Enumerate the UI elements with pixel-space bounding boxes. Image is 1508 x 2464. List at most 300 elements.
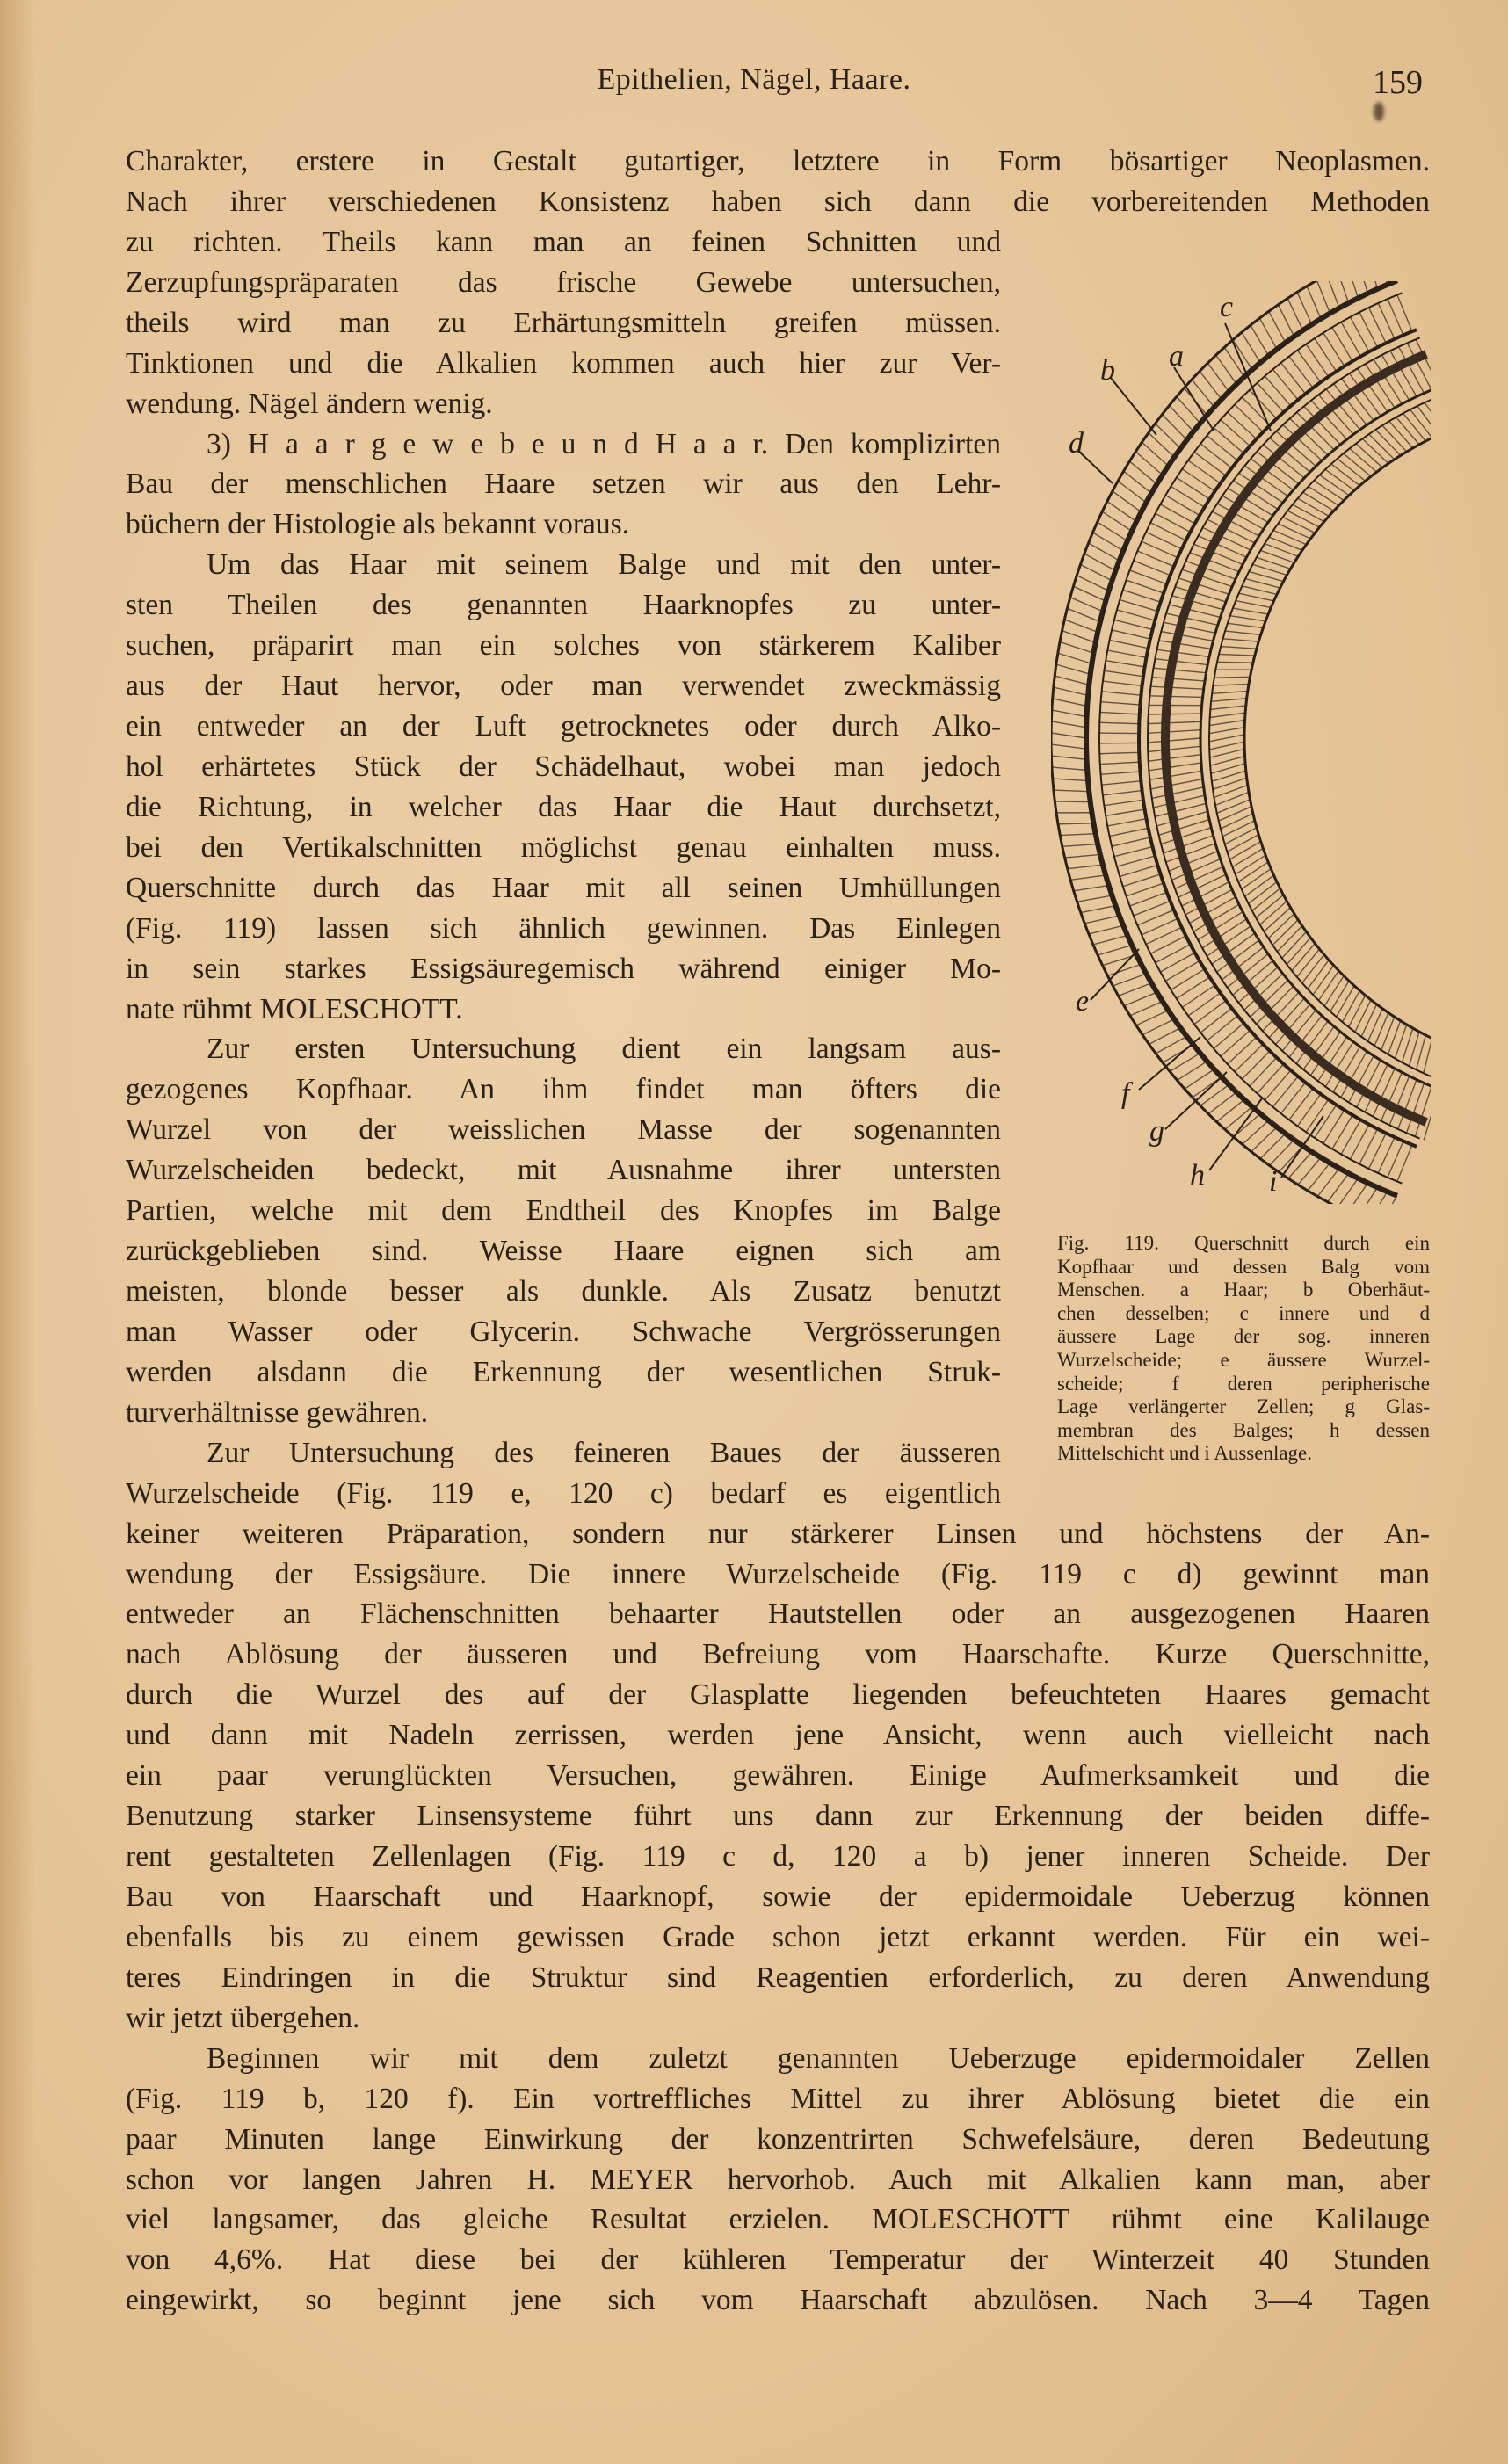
hatch-line	[1221, 1030, 1251, 1056]
text-line-content: Tinktionen und die Alkalien kommen auch hier zur Ver-	[126, 346, 1001, 380]
caption-line: scheide; f deren peripherische	[1057, 1372, 1430, 1395]
hatch-line	[1102, 781, 1142, 785]
hatch-line	[1077, 576, 1108, 591]
hatch-line	[1356, 444, 1382, 467]
text-line-content: (Fig. 119) lassen sich ähnlich gewinnen. Das Einlegen	[126, 911, 1001, 945]
text-line-content: (Fig. 119 b, 120 f). Ein vortreffliches Mittel zu ihrer Ablösung bietet die ein	[126, 2082, 1430, 2115]
hatch-line	[1415, 1086, 1432, 1136]
text-line-content: werden alsdann die Erkennung der wesentlichen Struk-	[126, 1355, 1001, 1388]
hatch-line	[1051, 744, 1086, 749]
hatch-line	[1098, 946, 1132, 955]
hatch-line	[1053, 699, 1087, 707]
hatch-line	[1051, 733, 1086, 738]
hatch-line	[1219, 654, 1255, 656]
text-line	[126, 1069, 1001, 1110]
hatch-line	[1106, 809, 1144, 815]
hatch-line	[1252, 888, 1280, 910]
text-line-content: man Wasser oder Glycerin. Schwache Vergrösserungen	[126, 1315, 1001, 1348]
hatch-line	[1159, 641, 1211, 649]
hatch-line	[1359, 1187, 1378, 1204]
hatch-line	[1331, 464, 1359, 486]
text-line	[126, 2160, 1430, 2200]
hatch-line	[1177, 977, 1210, 998]
hatch-line	[1207, 363, 1229, 391]
text-line-content: Benutzung starker Linsensysteme führt uns dann zur Erkennung der beiden diffe-	[126, 1800, 1430, 1833]
text-line	[126, 2240, 1430, 2280]
text-line-content: durch die Wurzel des auf der Glasplatte liegenden befeuchteten Haares gemacht	[126, 1678, 1430, 1712]
hatch-line	[1130, 1002, 1163, 1016]
hatch-line	[1182, 985, 1214, 1007]
hatch-line	[1148, 738, 1200, 743]
hatch-line	[1297, 351, 1320, 382]
hatch-line	[1062, 631, 1096, 643]
hatch-line	[1293, 504, 1324, 521]
hatch-line	[1236, 855, 1265, 874]
text-line-content: Partien, welche mit dem Endtheil des Knopfes im Balge	[126, 1194, 1001, 1228]
text-line-content: Bau von Haarschaft und Haarknopf, sowie der epidermoidale Ueberzug können	[126, 1880, 1430, 1913]
hatch-line	[1320, 475, 1350, 495]
hatch-line	[1242, 397, 1270, 425]
text-line-content: Zur Untersuchung des feineren Baues der äusseren	[207, 1436, 1001, 1469]
text-line-content: Zerzupfungspräparaten das frische Gewebe untersuchen,	[126, 265, 1001, 299]
hatch-line	[1152, 678, 1205, 681]
text-line	[126, 2039, 1430, 2079]
hatch-line	[1315, 338, 1337, 372]
hatch-line	[1257, 1064, 1283, 1093]
hatch-line	[1229, 842, 1260, 859]
text-line	[126, 1796, 1430, 1837]
hatch-line	[1236, 601, 1271, 608]
hatch-line	[1156, 513, 1191, 532]
text-line-content: Um das Haar mit seinem Balge und mit den unter-	[207, 548, 1001, 582]
hatch-line	[1292, 944, 1315, 971]
hatch-line	[1382, 425, 1407, 452]
hatch-line	[1162, 415, 1186, 440]
text-line	[126, 1958, 1430, 1998]
hatch-line	[1347, 281, 1359, 298]
hatch-line	[1242, 869, 1271, 889]
hatch-line	[1308, 960, 1329, 989]
hatch-line	[1268, 914, 1294, 938]
hatch-line	[1166, 844, 1215, 862]
hatch-line	[1289, 357, 1313, 388]
hatch-line	[1060, 834, 1095, 836]
hatch-line	[1324, 976, 1344, 1006]
hatch-line	[1209, 742, 1244, 750]
hatch-line	[1149, 771, 1201, 779]
hatch-line	[1110, 828, 1149, 836]
text-line-content: wendung der Essigsäure. Die innere Wurzelscheide (Fig. 119 c d) gewinnt man	[126, 1557, 1430, 1591]
hatch-line	[1350, 317, 1368, 352]
hatch-line	[1149, 432, 1174, 457]
hatch-line	[1165, 961, 1200, 982]
hatch-line	[1403, 413, 1426, 441]
hatch-line	[1175, 866, 1223, 888]
follicle-ring	[1148, 337, 1420, 1138]
hatch-line	[1306, 1099, 1329, 1132]
hatch-line	[1120, 865, 1157, 876]
hatch-line	[1264, 908, 1290, 931]
hatch-line	[1055, 676, 1089, 685]
text-line	[126, 626, 1001, 666]
hatch-line	[1417, 406, 1438, 435]
hatch-line	[1150, 779, 1202, 789]
figure-label-g: g	[1149, 1115, 1164, 1148]
hatch-line	[1093, 935, 1127, 945]
hatch-line	[1298, 1157, 1321, 1185]
hatch-line	[1142, 442, 1168, 466]
text-line	[126, 2199, 1430, 2240]
hatch-line	[1350, 1125, 1368, 1160]
hatch-line	[1337, 986, 1355, 1017]
hatch-line	[1211, 699, 1247, 702]
hatch-line	[1216, 1099, 1244, 1121]
hatch-line	[1313, 966, 1334, 995]
caption-line: äussere Lage der sog. inneren	[1057, 1325, 1430, 1348]
hatch-line	[1287, 511, 1319, 527]
hatch-line	[1107, 964, 1141, 975]
text-line	[126, 1594, 1430, 1634]
hatch-line	[1210, 706, 1246, 709]
hatch-line	[1107, 650, 1146, 657]
hatch-line	[1077, 895, 1113, 902]
text-line-content: die Richtung, in welcher das Haar die Haut durchsetzt,	[126, 790, 1001, 823]
hatch-line	[1217, 662, 1253, 663]
text-line	[126, 1877, 1430, 1917]
text-line	[126, 303, 1001, 344]
hatch-line	[1194, 452, 1226, 475]
text-line-content: Zur ersten Untersuchung dient ein langsam aus-	[207, 1033, 1001, 1066]
hatch-line	[1194, 1001, 1226, 1025]
text-line-content: paar Minuten lange Einwirkung der konzentrirten Schwefelsäure, deren Bedeutung	[126, 2122, 1430, 2156]
hatch-line	[1142, 1019, 1174, 1035]
figure-label-b: b	[1100, 354, 1115, 387]
text-line-content: Nach ihrer verschiedenen Konsistenz haben sich dann die vorbereitenden Methoden	[126, 185, 1430, 218]
hatch-line	[1238, 862, 1268, 882]
hatch-line	[1053, 779, 1088, 781]
text-line-content: sten Theilen des genannten Haarknopfes zu unter-	[126, 589, 1001, 622]
text-line	[126, 1433, 1001, 1474]
hatch-line	[1214, 677, 1251, 678]
hatch-line	[1407, 1083, 1425, 1134]
hatch-line	[1219, 807, 1251, 821]
hatch-line	[1407, 343, 1432, 389]
text-line	[126, 1352, 1001, 1393]
hatch-line	[1359, 1129, 1378, 1164]
hatch-line	[1314, 481, 1344, 501]
hatch-line	[1110, 640, 1149, 648]
hatch-line	[1120, 600, 1157, 612]
text-line	[126, 1917, 1430, 1958]
text-line	[126, 1029, 1001, 1069]
text-line	[126, 545, 1001, 585]
text-line-content: aus der Haut hervor, oder man verwendet zweckmässig	[126, 670, 1001, 703]
hatch-line	[1104, 800, 1143, 805]
hatch-line	[1149, 763, 1201, 771]
text-line	[126, 949, 1001, 989]
hatch-line	[1171, 487, 1204, 508]
hatch-line	[1103, 791, 1142, 795]
hatch-line	[1156, 424, 1181, 448]
hatch-line	[1068, 865, 1103, 868]
hatch-line	[1151, 686, 1204, 689]
hatch-line	[1124, 471, 1152, 493]
hatch-line	[1052, 710, 1087, 717]
hatch-line	[1330, 981, 1349, 1011]
hatch-line	[1215, 793, 1249, 806]
hatch-line	[1225, 828, 1257, 844]
hatch-line	[1210, 757, 1244, 766]
hatch-line	[1150, 936, 1185, 953]
hatch-line	[1332, 1115, 1352, 1149]
hatch-line	[1107, 819, 1146, 826]
hatch-line	[1070, 598, 1103, 612]
caption-line: chen desselben; c innere und d	[1057, 1301, 1430, 1324]
text-line-content: entweder an Flächenschnitten behaarter Hautstellen oder an ausgezogenen Haaren	[126, 1598, 1430, 1631]
hatch-line	[1149, 1028, 1180, 1045]
text-line	[126, 1756, 1430, 1796]
hatch-line	[1368, 308, 1386, 343]
hatch-line	[1297, 1094, 1320, 1126]
hatch-line	[1169, 852, 1218, 872]
text-line-content: wendung. Nägel ändern wenig.	[126, 387, 493, 420]
figure-119-hair-cross-section	[1051, 281, 1438, 1204]
hatch-line	[1355, 1000, 1371, 1033]
hatch-line	[1165, 496, 1200, 516]
hatch-line	[1210, 713, 1245, 717]
hatch-line	[1171, 969, 1204, 990]
text-line	[126, 2280, 1430, 2321]
hatch-line	[1368, 1009, 1383, 1041]
hatch-line	[1084, 916, 1119, 924]
text-line	[126, 787, 1001, 828]
hatch-line	[1281, 363, 1306, 394]
hatch-line	[1100, 712, 1140, 714]
text-line-content: Beginnen wir mit dem zuletzt genannten Ueberzuge epidermoidaler Zellen	[207, 2041, 1430, 2075]
hatch-line	[1297, 292, 1312, 324]
figure-label-c: c	[1220, 291, 1234, 323]
hatch-line	[1272, 920, 1298, 946]
text-line	[126, 1150, 1001, 1191]
hatch-line	[1282, 931, 1307, 958]
text-line	[126, 182, 1430, 222]
hatch-line	[1127, 883, 1164, 896]
text-line	[126, 868, 1001, 909]
hatch-line	[1150, 523, 1185, 540]
hatch-line	[1207, 1016, 1238, 1040]
text-line	[126, 1837, 1430, 1877]
hatch-line	[1272, 1076, 1298, 1107]
hatch-line	[1214, 428, 1243, 453]
hatch-line	[1232, 848, 1263, 866]
text-line	[126, 504, 1001, 545]
hatch-line	[1221, 420, 1251, 446]
text-line-content: nach Ablösung der äusseren und Befreiung vom Haarschafte. Kurze Querschnitte,	[126, 1638, 1430, 1671]
hatch-line	[1106, 661, 1144, 667]
figure-label-h: h	[1190, 1159, 1205, 1192]
hatch-line	[1375, 430, 1400, 455]
hatch-line	[1410, 409, 1432, 438]
hatch-line	[1127, 580, 1164, 593]
text-line-content: wir jetzt übergehen.	[126, 2001, 360, 2034]
hatch-line	[1130, 570, 1167, 584]
hatch-line	[1349, 996, 1366, 1027]
hatch-line	[1341, 322, 1360, 357]
hatch-line	[1277, 926, 1301, 952]
hatch-line	[1200, 1008, 1231, 1033]
hatch-line	[1217, 800, 1251, 814]
hatch-line	[1058, 823, 1093, 824]
text-line	[126, 1231, 1001, 1272]
text-line	[126, 909, 1001, 949]
text-line-content: keiner weiteren Präparation, sondern nur stärkerer Linsen und höchstens der An-	[126, 1517, 1430, 1550]
text-line	[126, 1312, 1001, 1352]
hatch-line	[1200, 371, 1222, 399]
hatch-line	[1160, 953, 1194, 972]
hatch-line	[1223, 639, 1259, 641]
hatch-line	[1065, 854, 1100, 858]
text-line-content: ebenfalls bis zu einem gewissen Grade schon jetzt erkannt werden. Für ein wei-	[126, 1920, 1430, 1953]
text-line	[126, 1554, 1430, 1595]
hatch-line	[1100, 762, 1140, 764]
text-line-content: 3) H a a r g e w e b e u n d H a a r. Den komplizirten	[207, 427, 1001, 460]
hatch-line	[1209, 735, 1244, 742]
figure-label-f: f	[1121, 1077, 1130, 1110]
hatch-line	[1227, 835, 1258, 852]
text-line-content: von 4,6%. Hat diese bei der kühleren Temperatur der Winterzeit 40 Stunden	[126, 2243, 1430, 2277]
hatch-line	[1381, 1017, 1395, 1050]
follicle-ring	[1051, 281, 1384, 1204]
text-line	[126, 1675, 1430, 1715]
hatch-line	[1228, 623, 1263, 627]
follicle-ring	[1165, 354, 1426, 1122]
hatch-line	[1424, 1090, 1438, 1141]
hatch-line	[1080, 564, 1112, 580]
hatch-line	[1369, 434, 1395, 460]
text-line-content: meisten, blonde besser als dunkle. Als Zusatz benutzt	[126, 1275, 1001, 1308]
hatch-line	[1177, 478, 1210, 499]
hatch-line	[1338, 1178, 1358, 1204]
page-number: 159	[1373, 64, 1423, 101]
hair-follicle-rings	[1051, 281, 1438, 1204]
hatch-line	[1368, 1134, 1386, 1169]
hatch-line	[1323, 1110, 1345, 1143]
hatch-line	[1307, 286, 1321, 319]
hatch-line	[1164, 836, 1214, 853]
text-line	[126, 344, 1001, 384]
hatch-line	[1319, 971, 1339, 1001]
hatch-line	[1074, 886, 1109, 891]
hatch-line	[1112, 837, 1150, 846]
text-line-content: zurückgeblieben sind. Weisse Haare eignen sich am	[126, 1235, 1001, 1268]
hatch-line	[1182, 569, 1232, 587]
hatch-line	[1315, 1105, 1337, 1138]
hatch-line	[1129, 461, 1156, 484]
hatch-line	[1338, 459, 1366, 481]
text-line	[126, 263, 1001, 303]
figure-caption	[1057, 1232, 1430, 1466]
text-line-content: gezogenes Kopfhaar. An ihm findet man öfters die	[126, 1073, 1001, 1106]
hatch-line	[1117, 856, 1155, 866]
hatch-line	[1099, 752, 1139, 753]
hatch-line	[1337, 281, 1348, 303]
hatch-line	[1101, 702, 1141, 705]
hatch-line	[1228, 1037, 1257, 1064]
hatch-line	[1130, 892, 1167, 906]
hatch-line	[1323, 333, 1345, 366]
hatch-line	[1432, 399, 1438, 429]
text-line	[126, 1998, 1430, 2039]
hatch-line	[1188, 460, 1221, 483]
hatch-line	[1136, 1011, 1169, 1025]
hatch-line	[1209, 728, 1244, 734]
figure-label-a: a	[1169, 340, 1184, 373]
hatch-line	[1273, 530, 1306, 544]
hatch-line	[1148, 730, 1200, 734]
text-line	[126, 1393, 1001, 1433]
text-line-content: büchern der Histologie als bekannt voraus.	[126, 508, 630, 541]
hatch-line	[1123, 590, 1161, 602]
hatch-line	[1361, 1004, 1376, 1037]
hatch-line	[1303, 492, 1334, 511]
hatch-line	[1260, 902, 1287, 925]
hatch-line	[1156, 649, 1209, 656]
text-line	[126, 989, 1001, 1030]
hatch-line	[1317, 1168, 1339, 1196]
hatch-line	[1177, 396, 1200, 423]
hatch-line	[1148, 746, 1200, 751]
text-line	[126, 384, 1001, 424]
caption-line: Menschen. a Haar; b Oberhäut-	[1057, 1279, 1430, 1301]
hatch-line	[1242, 1051, 1270, 1079]
figure-label-i: i	[1269, 1165, 1278, 1198]
hatch-line	[1222, 821, 1255, 837]
hatch-line	[1156, 945, 1191, 963]
hatch-line	[1102, 692, 1142, 695]
figure-label-d: d	[1069, 427, 1084, 460]
text-line	[126, 585, 1001, 626]
text-line	[126, 222, 1001, 263]
hatch-line	[1306, 344, 1329, 377]
hatch-line	[1164, 622, 1215, 633]
hatch-line	[1081, 906, 1116, 913]
hatch-line	[1060, 641, 1093, 653]
hatch-line	[1242, 586, 1277, 595]
hatch-line	[1182, 469, 1214, 491]
hatch-line	[1288, 1152, 1312, 1178]
hatch-line	[1260, 1134, 1286, 1159]
hatch-line	[1149, 696, 1202, 698]
text-line-content: schon vor langen Jahren H. MEYER hervorhob. Auch mit Alkalien kann man, aber	[126, 2163, 1430, 2196]
hatch-line	[1221, 814, 1253, 829]
hatch-line	[1216, 355, 1236, 384]
hatch-line	[1212, 692, 1248, 694]
hatch-line	[1103, 681, 1142, 685]
hatch-line	[1250, 1058, 1277, 1087]
hatch-line	[1359, 312, 1378, 347]
hatch-line	[1185, 561, 1235, 579]
caption-line: Fig. 119. Querschnitt durch ein	[1057, 1232, 1430, 1254]
text-line-content: turverhältnisse gewähren.	[126, 1395, 429, 1429]
hatch-line	[1225, 631, 1261, 634]
hatch-line	[1287, 938, 1310, 965]
hatch-line	[1278, 524, 1310, 539]
hatch-line	[1235, 404, 1263, 431]
hatch-line	[1119, 983, 1152, 996]
hatch-line	[1058, 653, 1092, 663]
hatch-line	[1073, 586, 1106, 601]
hatch-line	[1245, 875, 1274, 896]
